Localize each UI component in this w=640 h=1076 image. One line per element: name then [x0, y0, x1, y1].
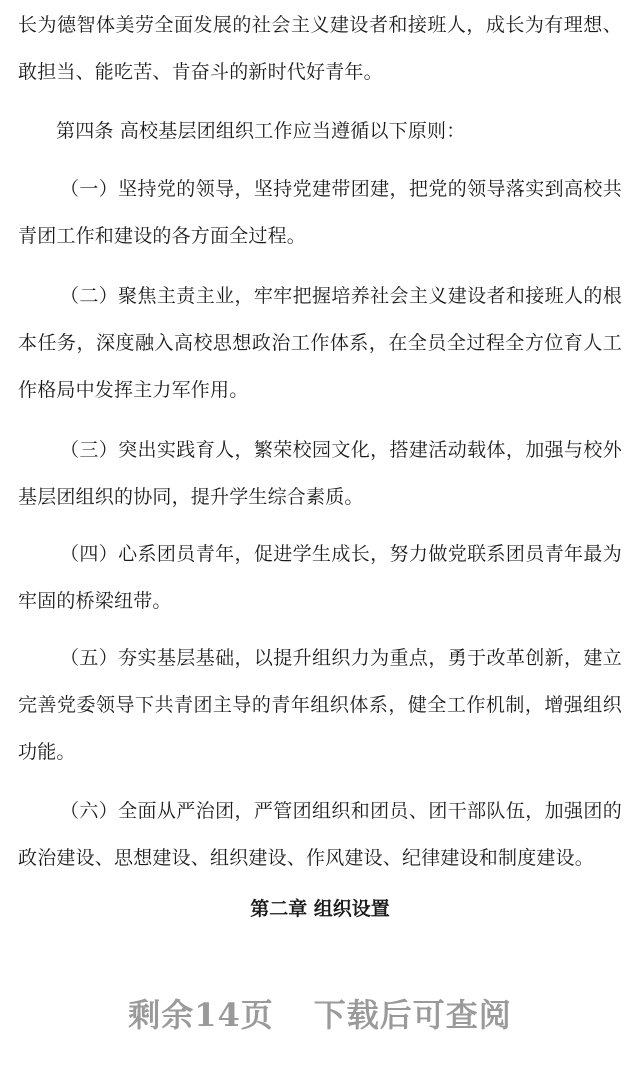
principle-item-6: （六）全面从严治团，严管团组织和团员、团干部队伍，加强团的政治建设、思想建设、组织建设、作风建设、纪律建设和制度建设。	[18, 800, 622, 869]
paragraph-continuation: 长为德智体美劳全面发展的社会主义建设者和接班人，成长为有理想、敢担当、能吃苦、肯奋斗的新时代好青年。	[18, 14, 622, 83]
principle-item-1: （一）坚持党的领导，坚持党建带团建，把党的领导落实到高校共青团工作和建设的各方面全过程。	[18, 178, 622, 247]
download-prompt[interactable]	[0, 990, 640, 1036]
article-four-heading: 第四条 高校基层团组织工作应当遵循以下原则：	[56, 120, 466, 142]
principle-item-4: （四）心系团员青年，促进学生成长，努力做党联系团员青年最为牢固的桥梁纽带。	[18, 543, 622, 612]
download-to-view-text: 下载后可查阅	[313, 996, 512, 1034]
principle-item-5: （五）夯实基层基础，以提升组织力为重点，勇于改革创新，建立完善党委领导下共青团主导的青年组织体系，健全工作机制，增强组织功能。	[18, 647, 622, 763]
principle-item-3: （三）突出实践育人，繁荣校园文化，搭建活动载体，加强与校外基层团组织的协同，提升学生综合素质。	[18, 439, 622, 508]
principle-item-2: （二）聚焦主责主业，牢牢把握培养社会主义建设者和接班人的根本任务，深度融入高校思想政治工作体系，在全员全过程全方位育人工作格局中发挥主力军作用。	[18, 285, 622, 401]
chapter-heading: 第二章 组织设置	[250, 898, 390, 920]
remaining-pages-text: 剩余14页	[128, 996, 274, 1034]
